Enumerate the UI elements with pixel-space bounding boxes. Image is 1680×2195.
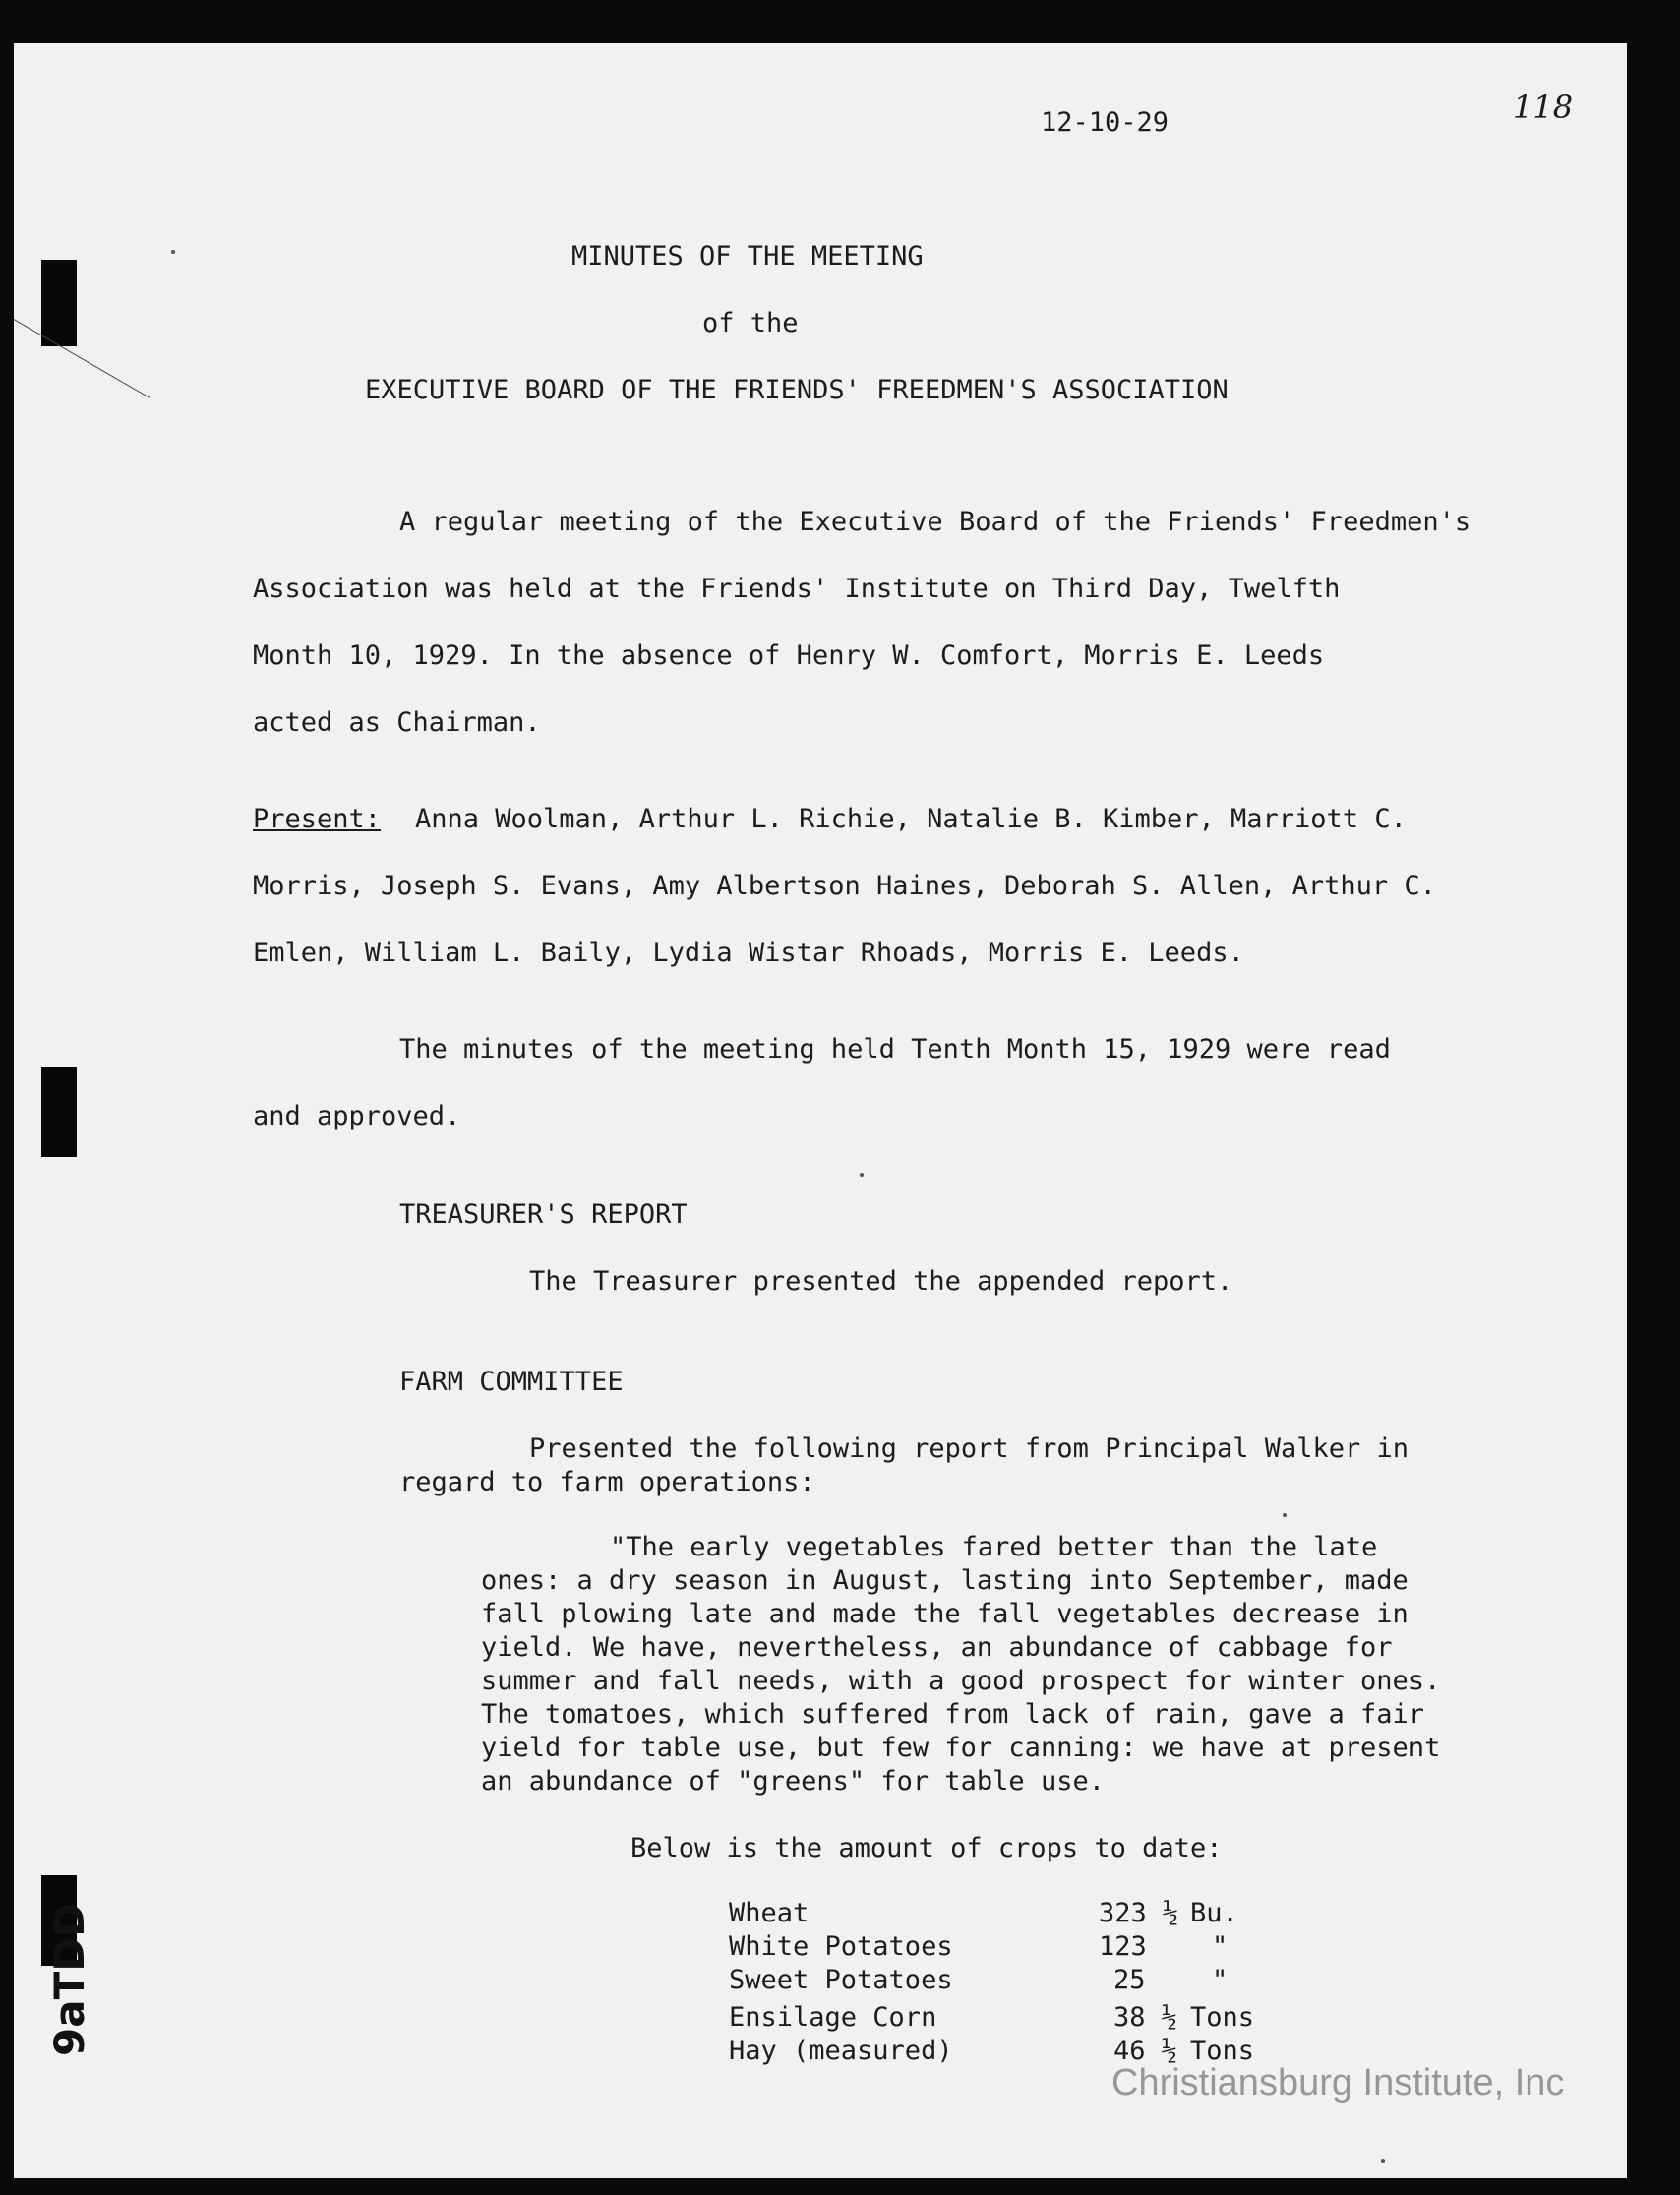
- quote-line: summer and fall needs, with a good prospect for winter ones.: [481, 1666, 1441, 1696]
- quote-line: yield. We have, nevertheless, an abundance of cabbage for: [481, 1632, 1393, 1663]
- intro-line: A regular meeting of the Executive Board of the Friends' Freedmen's: [399, 507, 1471, 537]
- scan-speck: [171, 250, 175, 254]
- crop-unit: Tons: [1190, 2002, 1255, 2033]
- present-line: Anna Woolman, Arthur L. Richie, Natalie B. Kimber, Marriott C.: [415, 804, 1407, 834]
- document-page: [14, 43, 1627, 2178]
- crops-intro: Below is the amount of crops to date:: [630, 1833, 1223, 1863]
- present-line: Morris, Joseph S. Evans, Amy Albertson Haines, Deborah S. Allen, Arthur C.: [253, 871, 1436, 901]
- scan-speck: [860, 1173, 864, 1177]
- minutes-line: The minutes of the meeting held Tenth Month 15, 1929 were read: [399, 1034, 1391, 1065]
- watermark-text: Christiansburg Institute, Inc: [1111, 2062, 1565, 2104]
- quote-line: ones: a dry season in August, lasting into September, made: [481, 1565, 1409, 1596]
- crop-unit: Tons: [1190, 2036, 1255, 2066]
- crop-name: Ensilage Corn: [729, 2002, 937, 2033]
- farm-heading: FARM COMMITTEE: [399, 1367, 624, 1397]
- crop-amount: 25: [1113, 1965, 1146, 1995]
- present-line: Emlen, William L. Baily, Lydia Wistar Rhoads, Morris E. Leeds.: [253, 938, 1244, 968]
- title-line-1: MINUTES OF THE MEETING: [571, 241, 924, 272]
- crop-name: Wheat: [729, 1898, 810, 1928]
- page-number: 118: [1513, 89, 1574, 126]
- intro-line: acted as Chairman.: [253, 707, 541, 738]
- archive-code: 9aTDD: [45, 1903, 93, 2056]
- scan-speck: [1381, 2159, 1385, 2163]
- minutes-line: and approved.: [253, 1101, 461, 1131]
- quote-line: fall plowing late and made the fall vegetables decrease in: [481, 1599, 1409, 1629]
- document-date: 12-10-29: [1041, 107, 1170, 138]
- punch-bar-1: [41, 260, 77, 346]
- punch-bar-2: [41, 1067, 77, 1157]
- intro-line: Association was held at the Friends' Institute on Third Day, Twelfth: [253, 574, 1341, 604]
- crop-unit: ": [1212, 1965, 1229, 1995]
- title-line-2: of the: [702, 308, 799, 338]
- title-line-3: EXECUTIVE BOARD OF THE FRIENDS' FREEDMEN'S ASSOCIATION: [365, 375, 1229, 405]
- farm-intro-line: regard to farm operations:: [399, 1467, 815, 1497]
- crop-amount: 38 ½: [1113, 2002, 1178, 2033]
- crop-amount: 123: [1099, 1931, 1147, 1962]
- quote-line: "The early vegetables fared better than the late: [610, 1532, 1378, 1562]
- present-label: Present:: [253, 804, 382, 834]
- scan-line: [14, 319, 150, 398]
- crop-unit: ": [1212, 1931, 1229, 1962]
- crop-name: White Potatoes: [729, 1931, 953, 1962]
- crop-amount: 46 ½: [1113, 2036, 1178, 2066]
- scan-speck: [1283, 1513, 1287, 1517]
- crop-unit: Bu.: [1190, 1898, 1238, 1928]
- crop-name: Sweet Potatoes: [729, 1965, 953, 1995]
- farm-intro-line: Presented the following report from Principal Walker in: [529, 1433, 1410, 1464]
- intro-line: Month 10, 1929. In the absence of Henry W. Comfort, Morris E. Leeds: [253, 640, 1325, 671]
- crop-name: Hay (measured): [729, 2036, 953, 2066]
- treasurer-heading: TREASURER'S REPORT: [399, 1199, 688, 1230]
- crop-amount: 323 ½: [1099, 1898, 1179, 1928]
- quote-line: an abundance of "greens" for table use.: [481, 1766, 1105, 1797]
- quote-line: The tomatoes, which suffered from lack of rain, gave a fair: [481, 1699, 1425, 1730]
- quote-line: yield for table use, but few for canning: we have at present: [481, 1733, 1441, 1763]
- treasurer-text: The Treasurer presented the appended report.: [529, 1266, 1233, 1297]
